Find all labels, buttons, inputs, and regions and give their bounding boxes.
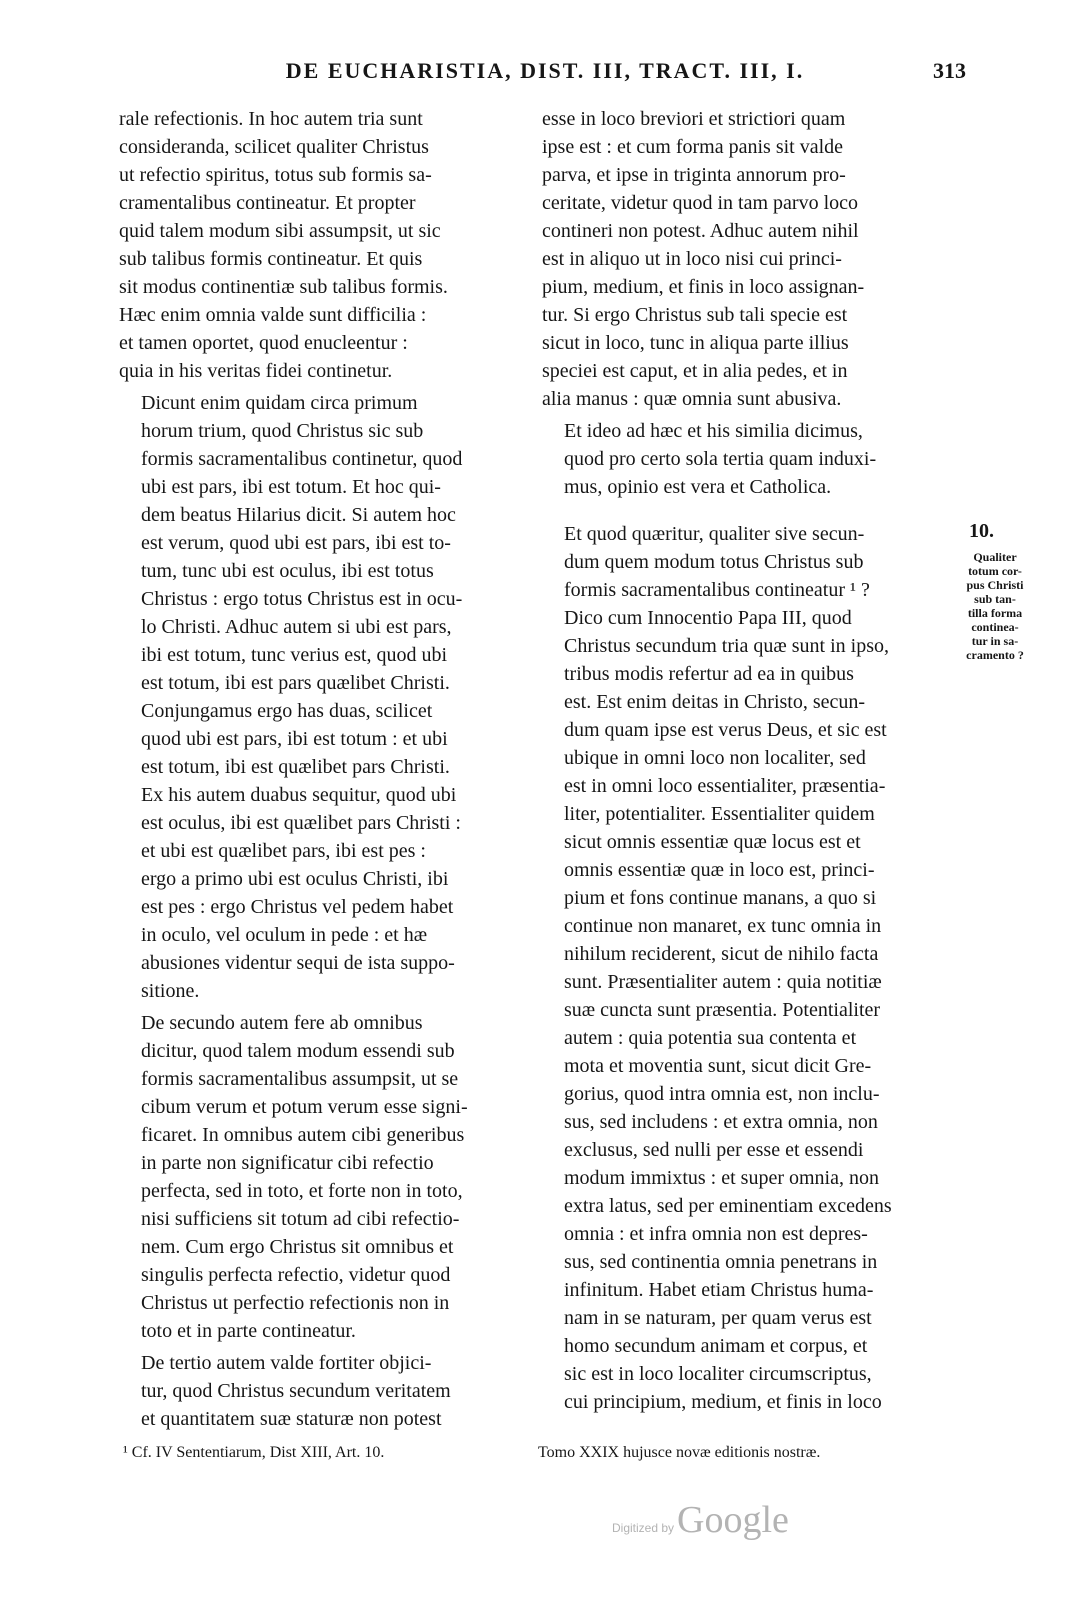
text-line: dum quam ipse est verus Deus, et sic est	[564, 719, 887, 741]
text-line: quid talem modum sibi assumpsit, ut sic	[119, 220, 441, 242]
right-column-top	[542, 105, 939, 505]
text-line: Christus secundum tria quæ sunt in ipso,	[564, 635, 889, 657]
text-line: Hæc enim omnia valde sunt difficilia :	[119, 304, 427, 326]
text-line: est. Est enim deitas in Christo, secun-	[564, 691, 866, 713]
text-line: lo Christi. Adhuc autem si ubi est pars,	[141, 616, 452, 638]
text-line: tur, quod Christus secundum veritatem	[141, 1380, 451, 1402]
margin-note-line: totum cor-	[968, 564, 1022, 578]
text-line: ficaret. In omnibus autem cibi generibus	[141, 1124, 465, 1146]
text-line: sit modus continentiæ sub talibus formis.	[119, 276, 448, 298]
margin-note-line: sub tan-	[974, 592, 1016, 606]
text-line: singulis perfecta refectio, videtur quod	[141, 1264, 451, 1286]
text-line: in parte non significatur cibi refectio	[141, 1152, 434, 1174]
paragraph	[542, 105, 939, 413]
text-line: dem beatus Hilarius dicit. Si autem hoc	[141, 504, 456, 526]
text-line: sitione.	[141, 980, 200, 1002]
text-line: pium et fons continue manans, a quo si	[564, 887, 877, 909]
text-line: infinitum. Habet etiam Christus huma-	[564, 1279, 874, 1301]
digitized-watermark	[612, 1498, 789, 1542]
text-line: De tertio autem valde fortiter objici-	[141, 1352, 432, 1374]
text-line: sub talibus formis contineatur. Et quis	[119, 248, 423, 270]
text-line: perfecta, sed in toto, et forte non in toto,	[141, 1180, 463, 1202]
text-line: nisi sufficiens sit totum ad cibi refectio-	[141, 1208, 460, 1230]
text-line: parva, et ipse in triginta annorum pro-	[542, 164, 846, 186]
text-line: est pes : ergo Christus vel pedem habet	[141, 896, 454, 918]
paragraph	[119, 389, 516, 1005]
text-line: cramentalibus contineatur. Et propter	[119, 192, 416, 214]
text-line: sus, sed includens : et extra omnia, non	[564, 1111, 878, 1133]
text-line: extra latus, sed per eminentiam excedens	[564, 1195, 892, 1217]
text-line: autem : quia potentia sua contenta et	[564, 1027, 857, 1049]
text-line: Dico cum Innocentio Papa III, quod	[564, 607, 852, 629]
text-line: Et ideo ad hæc et his similia dicimus,	[564, 420, 863, 442]
text-line: ubique in omni loco non localiter, sed	[564, 747, 866, 769]
text-line: ergo a primo ubi est oculus Christi, ibi	[141, 868, 449, 890]
margin-note-line: continea-	[971, 620, 1019, 634]
text-line: dum quem modum totus Christus sub	[564, 551, 864, 573]
text-line: pium, medium, et finis in loco assignan-	[542, 276, 865, 298]
text-line: Christus : ergo totus Christus est in ocu-	[141, 588, 463, 610]
text-line: Christus ut perfectio refectionis non in	[141, 1292, 450, 1314]
text-line: toto et in parte contineatur.	[141, 1320, 356, 1342]
text-line: est in aliquo ut in loco nisi cui princi-	[542, 248, 842, 270]
text-line: alia manus : quæ omnia sunt abusiva.	[542, 388, 842, 410]
text-line: continue non manaret, ex tunc omnia in	[564, 915, 882, 937]
text-line: homo secundum animam et corpus, et	[564, 1335, 868, 1357]
text-line: ubi est pars, ibi est totum. Et hoc qui-	[141, 476, 441, 498]
paragraph	[542, 417, 939, 501]
paragraph	[542, 520, 939, 1416]
margin-paragraph-number: 10.	[969, 520, 994, 542]
text-line: Ex his autem duabus sequitur, quod ubi	[141, 784, 457, 806]
text-line: mus, opinio est vera et Catholica.	[564, 476, 832, 498]
margin-note-line: Qualiter	[973, 550, 1017, 564]
margin-note-line: tur in sa-	[971, 634, 1019, 648]
text-line: speciei est caput, et in alia pedes, et in	[542, 360, 848, 382]
text-line: formis sacramentalibus continetur, quod	[141, 448, 463, 470]
text-line: sunt. Præsentialiter autem : quia notitiæ	[564, 971, 882, 993]
text-line: Conjungamus ergo has duas, scilicet	[141, 700, 433, 722]
text-line: modum immixtus : et super omnia, non	[564, 1167, 879, 1189]
text-line: gorius, quod intra omnia est, non inclu-	[564, 1083, 880, 1105]
text-line: quod ubi est pars, ibi est totum : et ubi	[141, 728, 448, 750]
left-column	[119, 105, 516, 1437]
text-line: nem. Cum ergo Christus sit omnibus et	[141, 1236, 454, 1258]
text-line: ut refectio spiritus, totus sub formis sa-	[119, 164, 432, 186]
text-line: sic est in loco localiter circumscriptus,	[564, 1363, 872, 1385]
text-line: et ubi est quælibet pars, ibi est pes :	[141, 840, 426, 862]
text-line: horum trium, quod Christus sic sub	[141, 420, 424, 442]
text-line: omnia : et infra omnia non est depres-	[564, 1223, 868, 1245]
text-line: est verum, quod ubi est pars, ibi est to-	[141, 532, 451, 554]
google-logo: Google	[677, 1499, 789, 1541]
text-line: Et quod quæritur, qualiter sive secun-	[564, 523, 865, 545]
paragraph	[119, 105, 516, 385]
text-line: et tamen oportet, quod enucleentur :	[119, 332, 408, 354]
paragraph	[119, 1349, 516, 1433]
running-head-title: DE EUCHARISTIA, DIST. III, TRACT. III, I.	[285, 58, 805, 83]
text-line: cui principium, medium, et finis in loco	[564, 1391, 882, 1413]
text-line: formis sacramentalibus contineatur ¹ ?	[564, 579, 870, 601]
text-line: abusiones videntur sequi de ista suppo-	[141, 952, 455, 974]
text-line: cibum verum et potum verum esse signi-	[141, 1096, 468, 1118]
text-line: est oculus, ibi est quælibet pars Christi :	[141, 812, 461, 834]
text-line: est in omni loco essentialiter, præsentia-	[564, 775, 886, 797]
footnote-right: Tomo XXIX hujusce novæ editionis nostræ.	[538, 1444, 821, 1461]
text-line: contineri non potest. Adhuc autem nihil	[542, 220, 859, 242]
text-line: est totum, ibi est pars quælibet Christi.	[141, 672, 450, 694]
text-line: in oculo, vel oculum in pede : et hæ	[141, 924, 428, 946]
paragraph	[119, 1009, 516, 1345]
text-line: Dicunt enim quidam circa primum	[141, 392, 418, 414]
text-line: sicut omnis essentiæ quæ locus est et	[564, 831, 861, 853]
text-line: formis sacramentalibus assumpsit, ut se	[141, 1068, 459, 1090]
text-line: sicut in loco, tunc in aliqua parte illius	[542, 332, 849, 354]
margin-note-line: pus Christi	[966, 578, 1024, 592]
text-line: dicitur, quod talem modum essendi sub	[141, 1040, 455, 1062]
margin-note-line: tilla forma	[967, 606, 1023, 620]
text-line: tribus modis refertur ad ea in quibus	[564, 663, 854, 685]
text-line: consideranda, scilicet qualiter Christus	[119, 136, 429, 158]
text-line: mota et moventia sunt, sicut dicit Gre-	[564, 1055, 872, 1077]
text-line: sus, sed continentia omnia penetrans in	[564, 1251, 878, 1273]
text-line: exclusus, sed nulli per esse et essendi	[564, 1139, 864, 1161]
text-line: rale refectionis. In hoc autem tria sunt	[119, 108, 423, 130]
text-line: suæ cuncta sunt præsentia. Potentialiter	[564, 999, 881, 1021]
text-line: ibi est totum, tunc verius est, quod ubi	[141, 644, 448, 666]
text-line: tum, tunc ubi est oculus, ibi est totus	[141, 560, 434, 582]
margin-note-line: cramento ?	[966, 648, 1024, 662]
text-line: liter, potentialiter. Essentialiter quidem	[564, 803, 875, 825]
text-line: et quantitatem suæ staturæ non potest	[141, 1408, 442, 1430]
page-number: 313	[933, 58, 966, 83]
text-line: omnis essentiæ quæ in loco est, princi-	[564, 859, 875, 881]
right-column-bottom	[542, 520, 939, 1420]
text-line: tur. Si ergo Christus sub tali specie est	[542, 304, 848, 326]
text-line: De secundo autem fere ab omnibus	[141, 1012, 423, 1034]
footnote-left: ¹ Cf. IV Sententiarum, Dist XIII, Art. 10.	[123, 1444, 385, 1461]
watermark-prefix: Digitized by	[612, 1521, 675, 1535]
text-line: nihilum reciderent, sicut de nihilo facta	[564, 943, 879, 965]
text-line: ceritate, videtur quod in tam parvo loco	[542, 192, 859, 214]
text-line: nam in se naturam, per quam verus est	[564, 1307, 872, 1329]
text-line: quod pro certo sola tertia quam induxi-	[564, 448, 877, 470]
margin-note	[945, 550, 1045, 662]
text-line: est totum, ibi est quælibet pars Christi.	[141, 756, 450, 778]
text-line: ipse est : et cum forma panis sit valde	[542, 136, 844, 158]
text-line: quia in his veritas fidei continetur.	[119, 360, 393, 382]
text-line: esse in loco breviori et strictiori quam	[542, 108, 846, 130]
